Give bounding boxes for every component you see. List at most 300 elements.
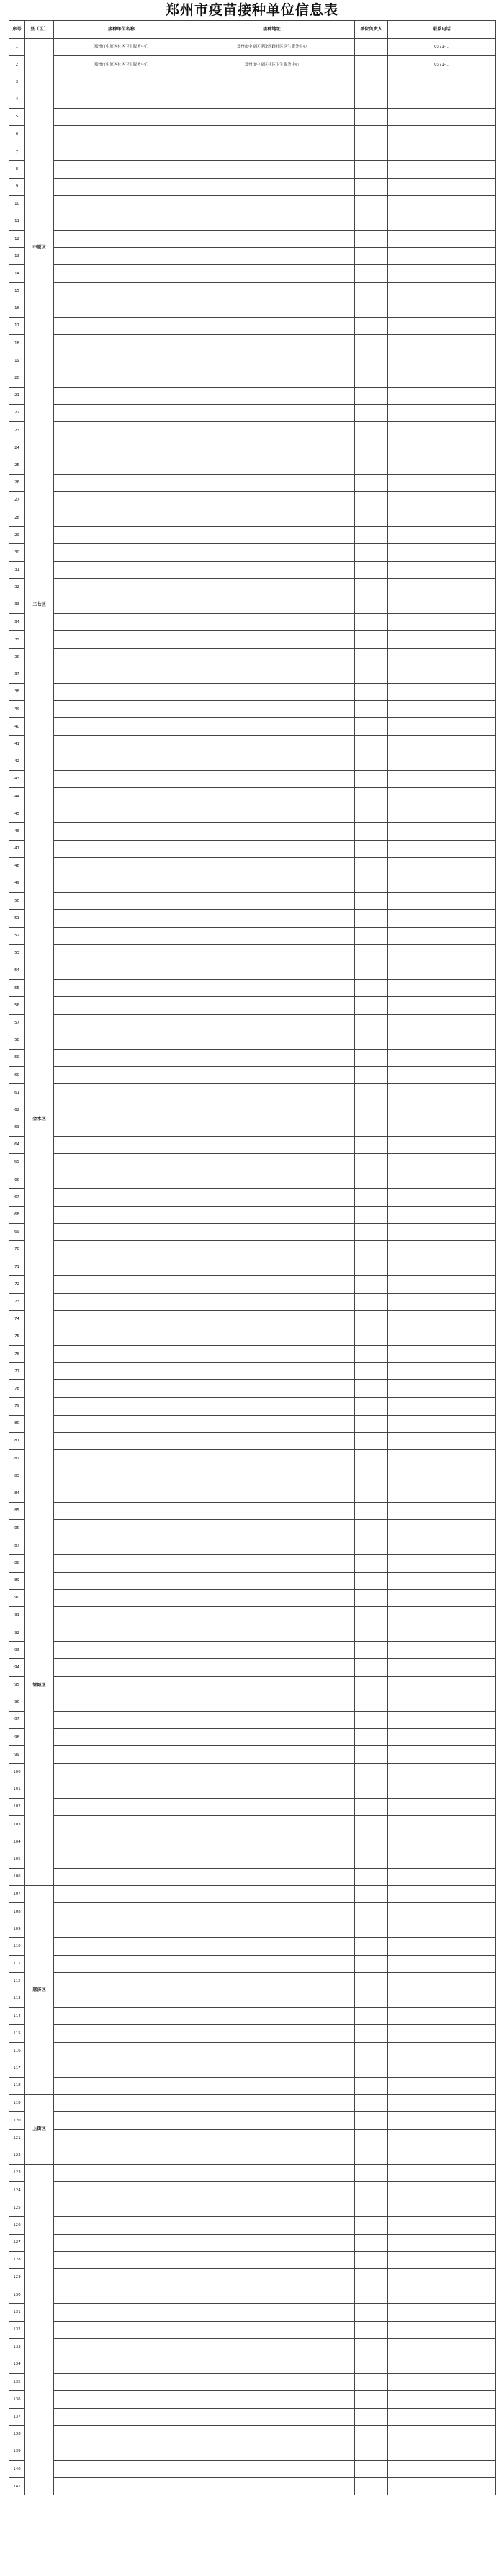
row-index: 67 xyxy=(9,1189,25,1206)
site-name-cell xyxy=(54,2269,189,2286)
phone-cell xyxy=(388,788,496,805)
row-index: 42 xyxy=(9,753,25,770)
site-name-cell xyxy=(54,1903,189,1920)
row-index: 55 xyxy=(9,980,25,997)
table-row xyxy=(9,1032,496,1049)
row-index: 133 xyxy=(9,2338,25,2356)
table-row xyxy=(9,1833,496,1851)
row-index: 90 xyxy=(9,1589,25,1606)
site-name-cell xyxy=(54,457,189,474)
phone-cell xyxy=(388,2461,496,2478)
person-cell xyxy=(355,1781,388,1798)
address-cell xyxy=(189,73,355,91)
phone-cell xyxy=(388,683,496,700)
phone-cell xyxy=(388,387,496,404)
address-cell xyxy=(189,840,355,857)
address-cell xyxy=(189,1763,355,1781)
address-cell xyxy=(189,2425,355,2443)
table-row xyxy=(9,2338,496,2356)
person-cell xyxy=(355,335,388,352)
address-cell xyxy=(189,125,355,143)
row-index: 128 xyxy=(9,2251,25,2268)
site-name-cell xyxy=(54,474,189,491)
site-name-cell xyxy=(54,2077,189,2094)
person-cell xyxy=(355,195,388,213)
person-cell xyxy=(355,1049,388,1066)
phone-cell xyxy=(388,231,496,248)
address-cell xyxy=(189,666,355,683)
table-row xyxy=(9,578,496,596)
phone-cell xyxy=(388,1485,496,1502)
table-row xyxy=(9,213,496,230)
person-cell xyxy=(355,2217,388,2234)
table-row xyxy=(9,2286,496,2304)
site-name-cell xyxy=(54,2234,189,2251)
phone-cell xyxy=(388,1555,496,1572)
phone-cell xyxy=(388,1659,496,1676)
address-cell xyxy=(189,1084,355,1101)
address-cell xyxy=(189,631,355,648)
site-name-cell xyxy=(54,422,189,439)
person-cell xyxy=(355,1293,388,1310)
person-cell xyxy=(355,248,388,265)
address-cell xyxy=(189,1346,355,1363)
phone-cell xyxy=(388,1712,496,1729)
table-row xyxy=(9,910,496,927)
table-row xyxy=(9,1293,496,1310)
person-cell xyxy=(355,1798,388,1815)
row-index: 112 xyxy=(9,1972,25,1990)
site-name-cell: 郑州市中原区社区卫生服务中心 xyxy=(54,56,189,73)
address-cell xyxy=(189,1293,355,1310)
table-row xyxy=(9,1154,496,1171)
row-index: 6 xyxy=(9,125,25,143)
row-index: 96 xyxy=(9,1694,25,1711)
row-index: 27 xyxy=(9,491,25,509)
table-row xyxy=(9,2095,496,2112)
row-index: 110 xyxy=(9,1938,25,1955)
site-name-cell xyxy=(54,1485,189,1502)
row-index: 88 xyxy=(9,1555,25,1572)
person-cell xyxy=(355,457,388,474)
table-row xyxy=(9,1903,496,1920)
person-cell xyxy=(355,1485,388,1502)
person-cell xyxy=(355,143,388,161)
phone-cell xyxy=(388,1136,496,1153)
district-cell: 惠济区 xyxy=(25,1885,54,2094)
phone-cell xyxy=(388,1380,496,1397)
row-index: 1 xyxy=(9,39,25,56)
person-cell xyxy=(355,596,388,614)
site-name-cell xyxy=(54,1415,189,1432)
person-cell xyxy=(355,1746,388,1763)
person-cell xyxy=(355,2408,388,2425)
person-cell xyxy=(355,474,388,491)
table-row xyxy=(9,1363,496,1380)
address-cell xyxy=(189,2461,355,2478)
site-name-cell xyxy=(54,2025,189,2042)
table-row xyxy=(9,1606,496,1624)
table-row xyxy=(9,561,496,578)
table-row xyxy=(9,2425,496,2443)
site-name-cell xyxy=(54,718,189,735)
address-cell xyxy=(189,1223,355,1240)
person-cell xyxy=(355,1415,388,1432)
row-index: 26 xyxy=(9,474,25,491)
address-cell xyxy=(189,1903,355,1920)
table-row xyxy=(9,1119,496,1136)
address-cell xyxy=(189,1816,355,1833)
table-row xyxy=(9,2025,496,2042)
site-name-cell xyxy=(54,1084,189,1101)
address-cell xyxy=(189,457,355,474)
table-row xyxy=(9,2008,496,2025)
site-name-cell xyxy=(54,1729,189,1746)
person-cell xyxy=(355,91,388,108)
phone-cell: 0371-... xyxy=(388,39,496,56)
table-row xyxy=(9,1589,496,1606)
address-cell xyxy=(189,2095,355,2112)
person-cell xyxy=(355,1920,388,1938)
site-name-cell xyxy=(54,2060,189,2077)
phone-cell xyxy=(388,561,496,578)
phone-cell xyxy=(388,1101,496,1119)
site-name-cell xyxy=(54,1624,189,1642)
person-cell xyxy=(355,265,388,282)
person-cell xyxy=(355,1537,388,1555)
table-row xyxy=(9,735,496,753)
row-index: 137 xyxy=(9,2408,25,2425)
phone-cell xyxy=(388,2025,496,2042)
address-cell xyxy=(189,683,355,700)
address-cell xyxy=(189,1276,355,1293)
site-name-cell xyxy=(54,1397,189,1415)
site-name-cell xyxy=(54,2147,189,2164)
address-cell xyxy=(189,875,355,893)
table-row xyxy=(9,2321,496,2338)
row-index: 136 xyxy=(9,2391,25,2408)
table-row xyxy=(9,666,496,683)
person-cell xyxy=(355,683,388,700)
phone-cell xyxy=(388,2251,496,2268)
site-name-cell xyxy=(54,1920,189,1938)
table-row xyxy=(9,683,496,700)
vaccination-site-table xyxy=(9,20,496,2495)
table-row xyxy=(9,387,496,404)
person-cell xyxy=(355,1851,388,1868)
site-name-cell xyxy=(54,1032,189,1049)
row-index: 43 xyxy=(9,770,25,787)
site-name-cell xyxy=(54,788,189,805)
person-cell xyxy=(355,753,388,770)
person-cell xyxy=(355,1258,388,1276)
phone-cell xyxy=(388,2321,496,2338)
address-cell xyxy=(189,2338,355,2356)
page-title: 郑州市疫苗接种单位信息表 xyxy=(165,2,338,18)
row-index: 54 xyxy=(9,962,25,979)
row-index: 101 xyxy=(9,1781,25,1798)
row-index: 65 xyxy=(9,1154,25,1171)
row-index: 117 xyxy=(9,2060,25,2077)
phone-cell xyxy=(388,2147,496,2164)
address-cell xyxy=(189,1328,355,1345)
row-index: 49 xyxy=(9,875,25,893)
address-cell xyxy=(189,578,355,596)
row-index: 60 xyxy=(9,1067,25,1084)
phone-cell xyxy=(388,805,496,823)
phone-cell xyxy=(388,1676,496,1694)
table-row xyxy=(9,1851,496,1868)
address-cell xyxy=(189,2408,355,2425)
address-cell xyxy=(189,596,355,614)
site-name-cell xyxy=(54,1258,189,1276)
site-name-cell xyxy=(54,2391,189,2408)
table-row xyxy=(9,1624,496,1642)
person-cell xyxy=(355,788,388,805)
address-cell xyxy=(189,300,355,317)
site-name-cell xyxy=(54,561,189,578)
row-index: 11 xyxy=(9,213,25,230)
address-cell xyxy=(189,404,355,421)
site-name-cell xyxy=(54,91,189,108)
address-cell xyxy=(189,927,355,944)
phone-cell xyxy=(388,1990,496,2008)
site-name-cell xyxy=(54,1746,189,1763)
person-cell xyxy=(355,718,388,735)
row-index: 47 xyxy=(9,840,25,857)
row-index: 29 xyxy=(9,527,25,544)
table-row xyxy=(9,1955,496,1972)
person-cell xyxy=(355,1763,388,1781)
row-index: 126 xyxy=(9,2217,25,2234)
person-cell xyxy=(355,1972,388,1990)
table-row xyxy=(9,840,496,857)
table-row xyxy=(9,1763,496,1781)
row-index: 135 xyxy=(9,2374,25,2391)
site-name-cell xyxy=(54,666,189,683)
address-cell xyxy=(189,944,355,962)
site-name-cell xyxy=(54,2478,189,2495)
row-index: 129 xyxy=(9,2269,25,2286)
person-cell xyxy=(355,944,388,962)
phone-cell xyxy=(388,1276,496,1293)
person-cell xyxy=(355,1868,388,1885)
site-name-cell xyxy=(54,195,189,213)
address-cell xyxy=(189,2356,355,2373)
table-row xyxy=(9,2251,496,2268)
person-cell xyxy=(355,161,388,178)
address-cell xyxy=(189,1781,355,1798)
phone-cell xyxy=(388,578,496,596)
person-cell xyxy=(355,2443,388,2460)
address-cell xyxy=(189,2042,355,2060)
table-row xyxy=(9,1659,496,1676)
phone-cell: 0371-... xyxy=(388,56,496,73)
table-row xyxy=(9,474,496,491)
person-cell xyxy=(355,1450,388,1467)
address-cell xyxy=(189,1119,355,1136)
district-cell: 金水区 xyxy=(25,753,54,1485)
address-cell xyxy=(189,1990,355,2008)
person-cell xyxy=(355,491,388,509)
person-cell xyxy=(355,2147,388,2164)
person-cell xyxy=(355,770,388,787)
table-row xyxy=(9,701,496,718)
person-cell xyxy=(355,631,388,648)
site-name-cell xyxy=(54,2356,189,2373)
row-index: 109 xyxy=(9,1920,25,1938)
phone-cell xyxy=(388,1816,496,1833)
table-row xyxy=(9,265,496,282)
table-row xyxy=(9,2112,496,2129)
person-cell xyxy=(355,1816,388,1833)
table-row xyxy=(9,1397,496,1415)
phone-cell xyxy=(388,1851,496,1868)
person-cell xyxy=(355,318,388,335)
person-cell xyxy=(355,1467,388,1485)
site-name-cell xyxy=(54,1502,189,1519)
phone-cell xyxy=(388,248,496,265)
table-row xyxy=(9,318,496,335)
address-cell xyxy=(189,1240,355,1258)
person-cell xyxy=(355,2478,388,2495)
person-cell xyxy=(355,1676,388,1694)
site-name-cell xyxy=(54,823,189,840)
site-name-cell xyxy=(54,1572,189,1589)
phone-cell xyxy=(388,91,496,108)
table-row xyxy=(9,927,496,944)
address-cell xyxy=(189,997,355,1014)
person-cell xyxy=(355,544,388,561)
person-cell xyxy=(355,1990,388,2008)
table-row xyxy=(9,1014,496,1032)
person-cell xyxy=(355,1433,388,1450)
site-name-cell xyxy=(54,2374,189,2391)
address-cell xyxy=(189,1206,355,1223)
address-cell xyxy=(189,2304,355,2321)
site-name-cell xyxy=(54,1380,189,1397)
phone-cell xyxy=(388,1903,496,1920)
phone-cell xyxy=(388,1589,496,1606)
header-person: 单位负责人 xyxy=(355,21,388,39)
address-cell xyxy=(189,527,355,544)
table-row xyxy=(9,1328,496,1345)
row-index: 121 xyxy=(9,2129,25,2147)
row-index: 63 xyxy=(9,1119,25,1136)
phone-cell xyxy=(388,1049,496,1066)
person-cell xyxy=(355,2077,388,2094)
row-index: 86 xyxy=(9,1519,25,1537)
phone-cell xyxy=(388,2112,496,2129)
row-index: 75 xyxy=(9,1328,25,1345)
phone-cell xyxy=(388,2338,496,2356)
site-name-cell xyxy=(54,125,189,143)
table-row xyxy=(9,143,496,161)
site-name-cell xyxy=(54,2321,189,2338)
site-name-cell xyxy=(54,213,189,230)
table-row xyxy=(9,2478,496,2495)
table-row xyxy=(9,422,496,439)
row-index: 78 xyxy=(9,1380,25,1397)
row-index: 103 xyxy=(9,1816,25,1833)
phone-cell xyxy=(388,1624,496,1642)
row-index: 56 xyxy=(9,997,25,1014)
phone-cell xyxy=(388,2008,496,2025)
row-index: 85 xyxy=(9,1502,25,1519)
site-name-cell xyxy=(54,2217,189,2234)
person-cell xyxy=(355,1572,388,1589)
table-row xyxy=(9,1240,496,1258)
phone-cell xyxy=(388,282,496,300)
table-row xyxy=(9,1712,496,1729)
site-name-cell xyxy=(54,1519,189,1537)
phone-cell xyxy=(388,596,496,614)
address-cell xyxy=(189,980,355,997)
person-cell xyxy=(355,1519,388,1537)
site-name-cell xyxy=(54,578,189,596)
phone-cell xyxy=(388,1293,496,1310)
phone-cell xyxy=(388,2060,496,2077)
table-body xyxy=(9,39,496,2495)
address-cell xyxy=(189,1189,355,1206)
address-cell xyxy=(189,648,355,666)
person-cell xyxy=(355,1624,388,1642)
table-row xyxy=(9,231,496,248)
person-cell xyxy=(355,1206,388,1223)
header-row xyxy=(9,21,496,39)
address-cell xyxy=(189,1851,355,1868)
address-cell xyxy=(189,1624,355,1642)
phone-cell xyxy=(388,1032,496,1049)
address-cell xyxy=(189,1833,355,1851)
address-cell xyxy=(189,1537,355,1555)
phone-cell xyxy=(388,457,496,474)
phone-cell xyxy=(388,1729,496,1746)
address-cell xyxy=(189,1154,355,1171)
site-name-cell xyxy=(54,2304,189,2321)
district-cell xyxy=(25,2164,54,2495)
address-cell xyxy=(189,1606,355,1624)
site-name-cell xyxy=(54,2008,189,2025)
person-cell xyxy=(355,1712,388,1729)
address-cell xyxy=(189,248,355,265)
address-cell xyxy=(189,1310,355,1328)
row-index: 20 xyxy=(9,370,25,387)
row-index: 98 xyxy=(9,1729,25,1746)
address-cell xyxy=(189,805,355,823)
row-index: 83 xyxy=(9,1467,25,1485)
row-index: 3 xyxy=(9,73,25,91)
address-cell xyxy=(189,370,355,387)
phone-cell xyxy=(388,422,496,439)
row-index: 48 xyxy=(9,857,25,875)
table-row xyxy=(9,1346,496,1363)
person-cell xyxy=(355,231,388,248)
phone-cell xyxy=(388,2095,496,2112)
phone-cell xyxy=(388,1067,496,1084)
table-row xyxy=(9,509,496,527)
address-cell xyxy=(189,718,355,735)
phone-cell xyxy=(388,527,496,544)
table-row xyxy=(9,1537,496,1555)
phone-cell xyxy=(388,823,496,840)
table-row xyxy=(9,1642,496,1659)
address-cell xyxy=(189,823,355,840)
person-cell xyxy=(355,1014,388,1032)
phone-cell xyxy=(388,1206,496,1223)
site-name-cell xyxy=(54,840,189,857)
address-cell xyxy=(189,857,355,875)
